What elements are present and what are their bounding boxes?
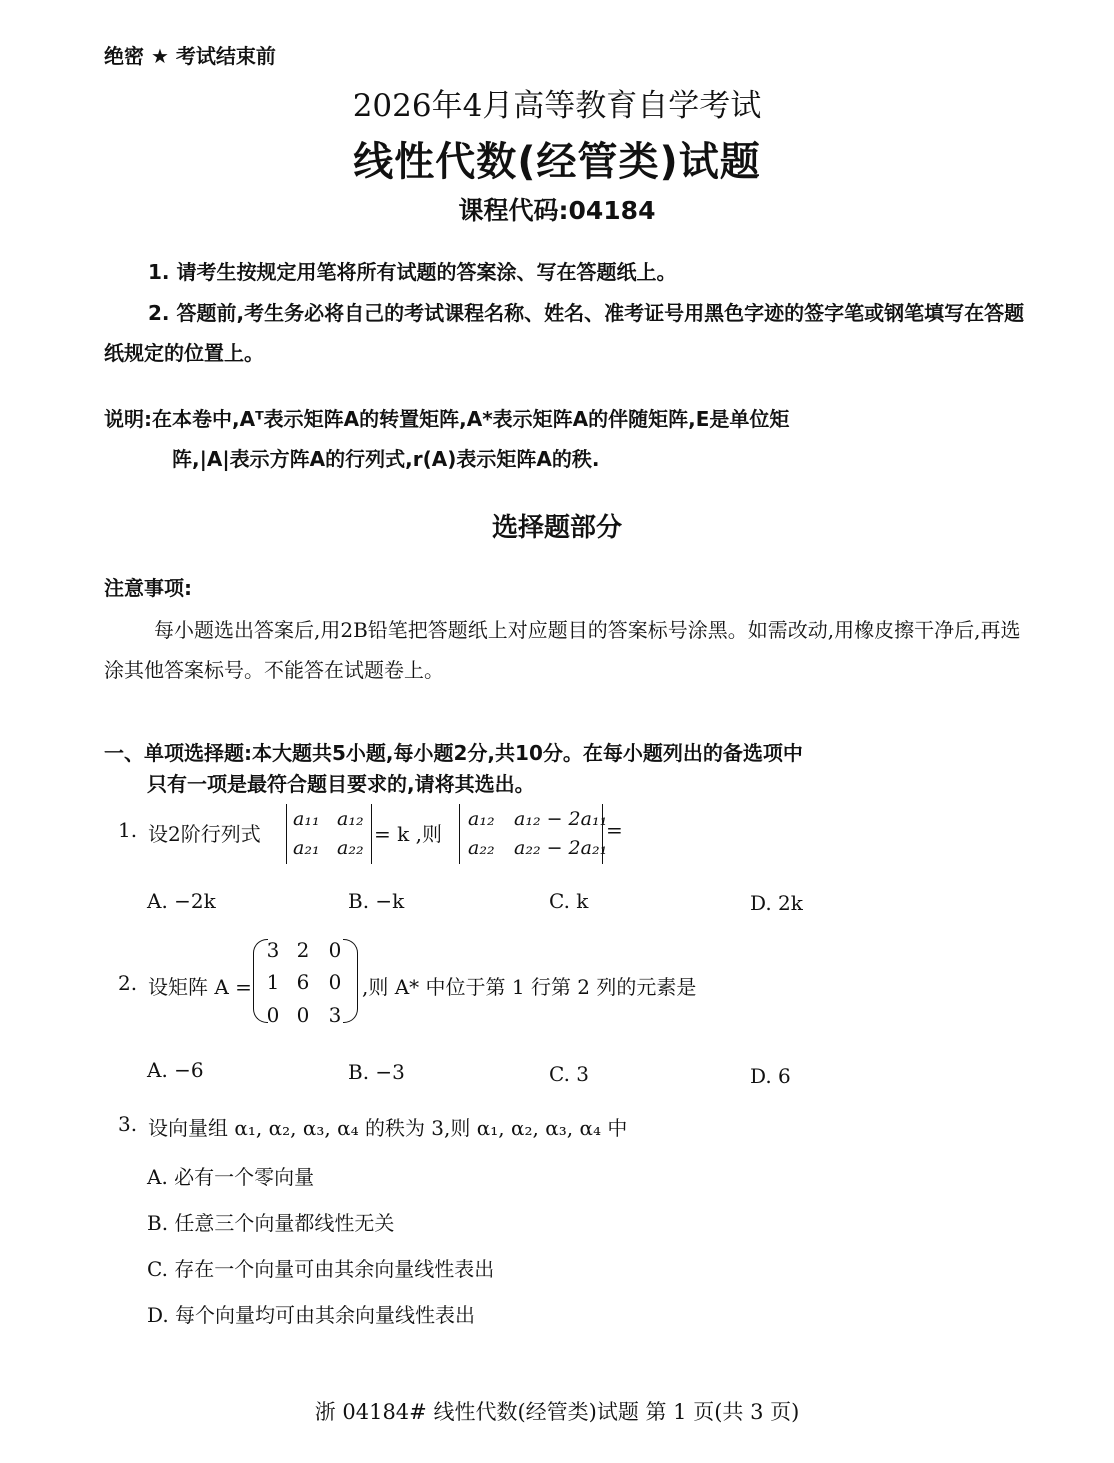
determinant-2: [459, 804, 608, 864]
notation-note-line-2: 阵,|A|表示方阵A的行列式,r(A)表示矩阵A的秩.: [172, 447, 600, 471]
det2-cell-12: a₁₂ − 2a₁₁: [514, 808, 608, 830]
det1-cell-21: a₂₁: [293, 837, 320, 859]
confidential-label: 绝密 ★ 考试结束前: [104, 44, 276, 68]
matrix-cell: 3: [328, 1003, 342, 1027]
question-stem-prefix: 设2阶行列式: [148, 822, 261, 846]
det2-cell-22: a₂₂ − 2a₂₁: [514, 837, 608, 859]
option-d: D. 2k: [750, 891, 803, 915]
det1-cell-12: a₁₂: [337, 808, 364, 830]
attention-text: 每小题选出答案后,用2B铅笔把答题纸上对应题目的答案标号涂黑。如需改动,用橡皮擦干净后,再选涂其他答案标号。不能答在试题卷上。: [104, 618, 1021, 682]
option-a: A. −2k: [147, 889, 216, 913]
det1-cell-22: a₂₂: [337, 837, 364, 859]
part1-heading-line-1: 一、单项选择题:本大题共5小题,每小题2分,共10分。在每小题列出的备选项中: [104, 741, 803, 765]
page-footer: 浙 04184# 线性代数(经管类)试题 第 1 页(共 3 页): [314, 1400, 800, 1424]
matrix-cell: 1: [266, 970, 280, 994]
notation-note-line-1: 说明:在本卷中,Aᵀ表示矩阵A的转置矩阵,A*表示矩阵A的伴随矩阵,E是单位矩: [104, 407, 790, 431]
matrix-cell: 0: [328, 938, 342, 962]
det2-cell-21: a₂₂: [468, 837, 495, 859]
instruction-1: 1. 请考生按规定用笔将所有试题的答案涂、写在答题纸上。: [148, 260, 677, 284]
subject-title: 线性代数(经管类)试题: [353, 139, 761, 185]
question-number: 3.: [118, 1112, 138, 1136]
option-c: C. k: [549, 889, 589, 913]
matrix-cell: 6: [296, 970, 310, 994]
option-a: A. 必有一个零向量: [147, 1165, 315, 1189]
matrix-cell: 0: [328, 970, 342, 994]
option-b: B. −3: [348, 1060, 405, 1084]
course-code: 课程代码:04184: [458, 196, 656, 225]
option-b: B. −k: [348, 889, 405, 913]
question-number: 2.: [118, 971, 138, 995]
exam-title: 2026年4月高等教育自学考试: [352, 88, 762, 124]
instruction-2: 2. 答题前,考生务必将自己的考试课程名称、姓名、准考证号用黑色字迹的签字笔或钢笔填写在答题纸规定的位置上。: [104, 301, 1025, 365]
option-c: C. 3: [549, 1062, 590, 1086]
matrix-cell: 3: [266, 938, 280, 962]
question-stem-prefix: 设矩阵 A =: [148, 975, 252, 999]
attention-label: 注意事项:: [104, 576, 192, 600]
question-stem-end: =: [606, 818, 623, 842]
part1-heading-line-2: 只有一项是最符合题目要求的,请将其选出。: [147, 772, 535, 796]
option-c: C. 存在一个向量可由其余向量线性表出: [147, 1257, 495, 1281]
question-number: 1.: [118, 818, 138, 842]
question-stem-suffix: ,则 A* 中位于第 1 行第 2 列的元素是: [362, 975, 697, 999]
matrix-cell: 2: [296, 938, 310, 962]
determinant-1: [286, 804, 372, 864]
option-d: D. 每个向量均可由其余向量线性表出: [147, 1303, 476, 1327]
det1-cell-11: a₁₁: [293, 808, 320, 830]
matrix-right-paren: [343, 939, 358, 1023]
option-b: B. 任意三个向量都线性无关: [147, 1211, 395, 1235]
question-stem: 设向量组 α₁, α₂, α₃, α₄ 的秩为 3,则 α₁, α₂, α₃, α₄ 中: [148, 1116, 628, 1140]
option-d: D. 6: [750, 1064, 791, 1088]
matrix-cell: 0: [296, 1003, 310, 1027]
option-a: A. −6: [147, 1058, 204, 1082]
matrix-cell: 0: [266, 1003, 280, 1027]
question-stem-middle: = k ,则: [374, 822, 442, 846]
det2-cell-11: a₁₂: [468, 808, 495, 830]
section-title: 选择题部分: [491, 513, 622, 543]
